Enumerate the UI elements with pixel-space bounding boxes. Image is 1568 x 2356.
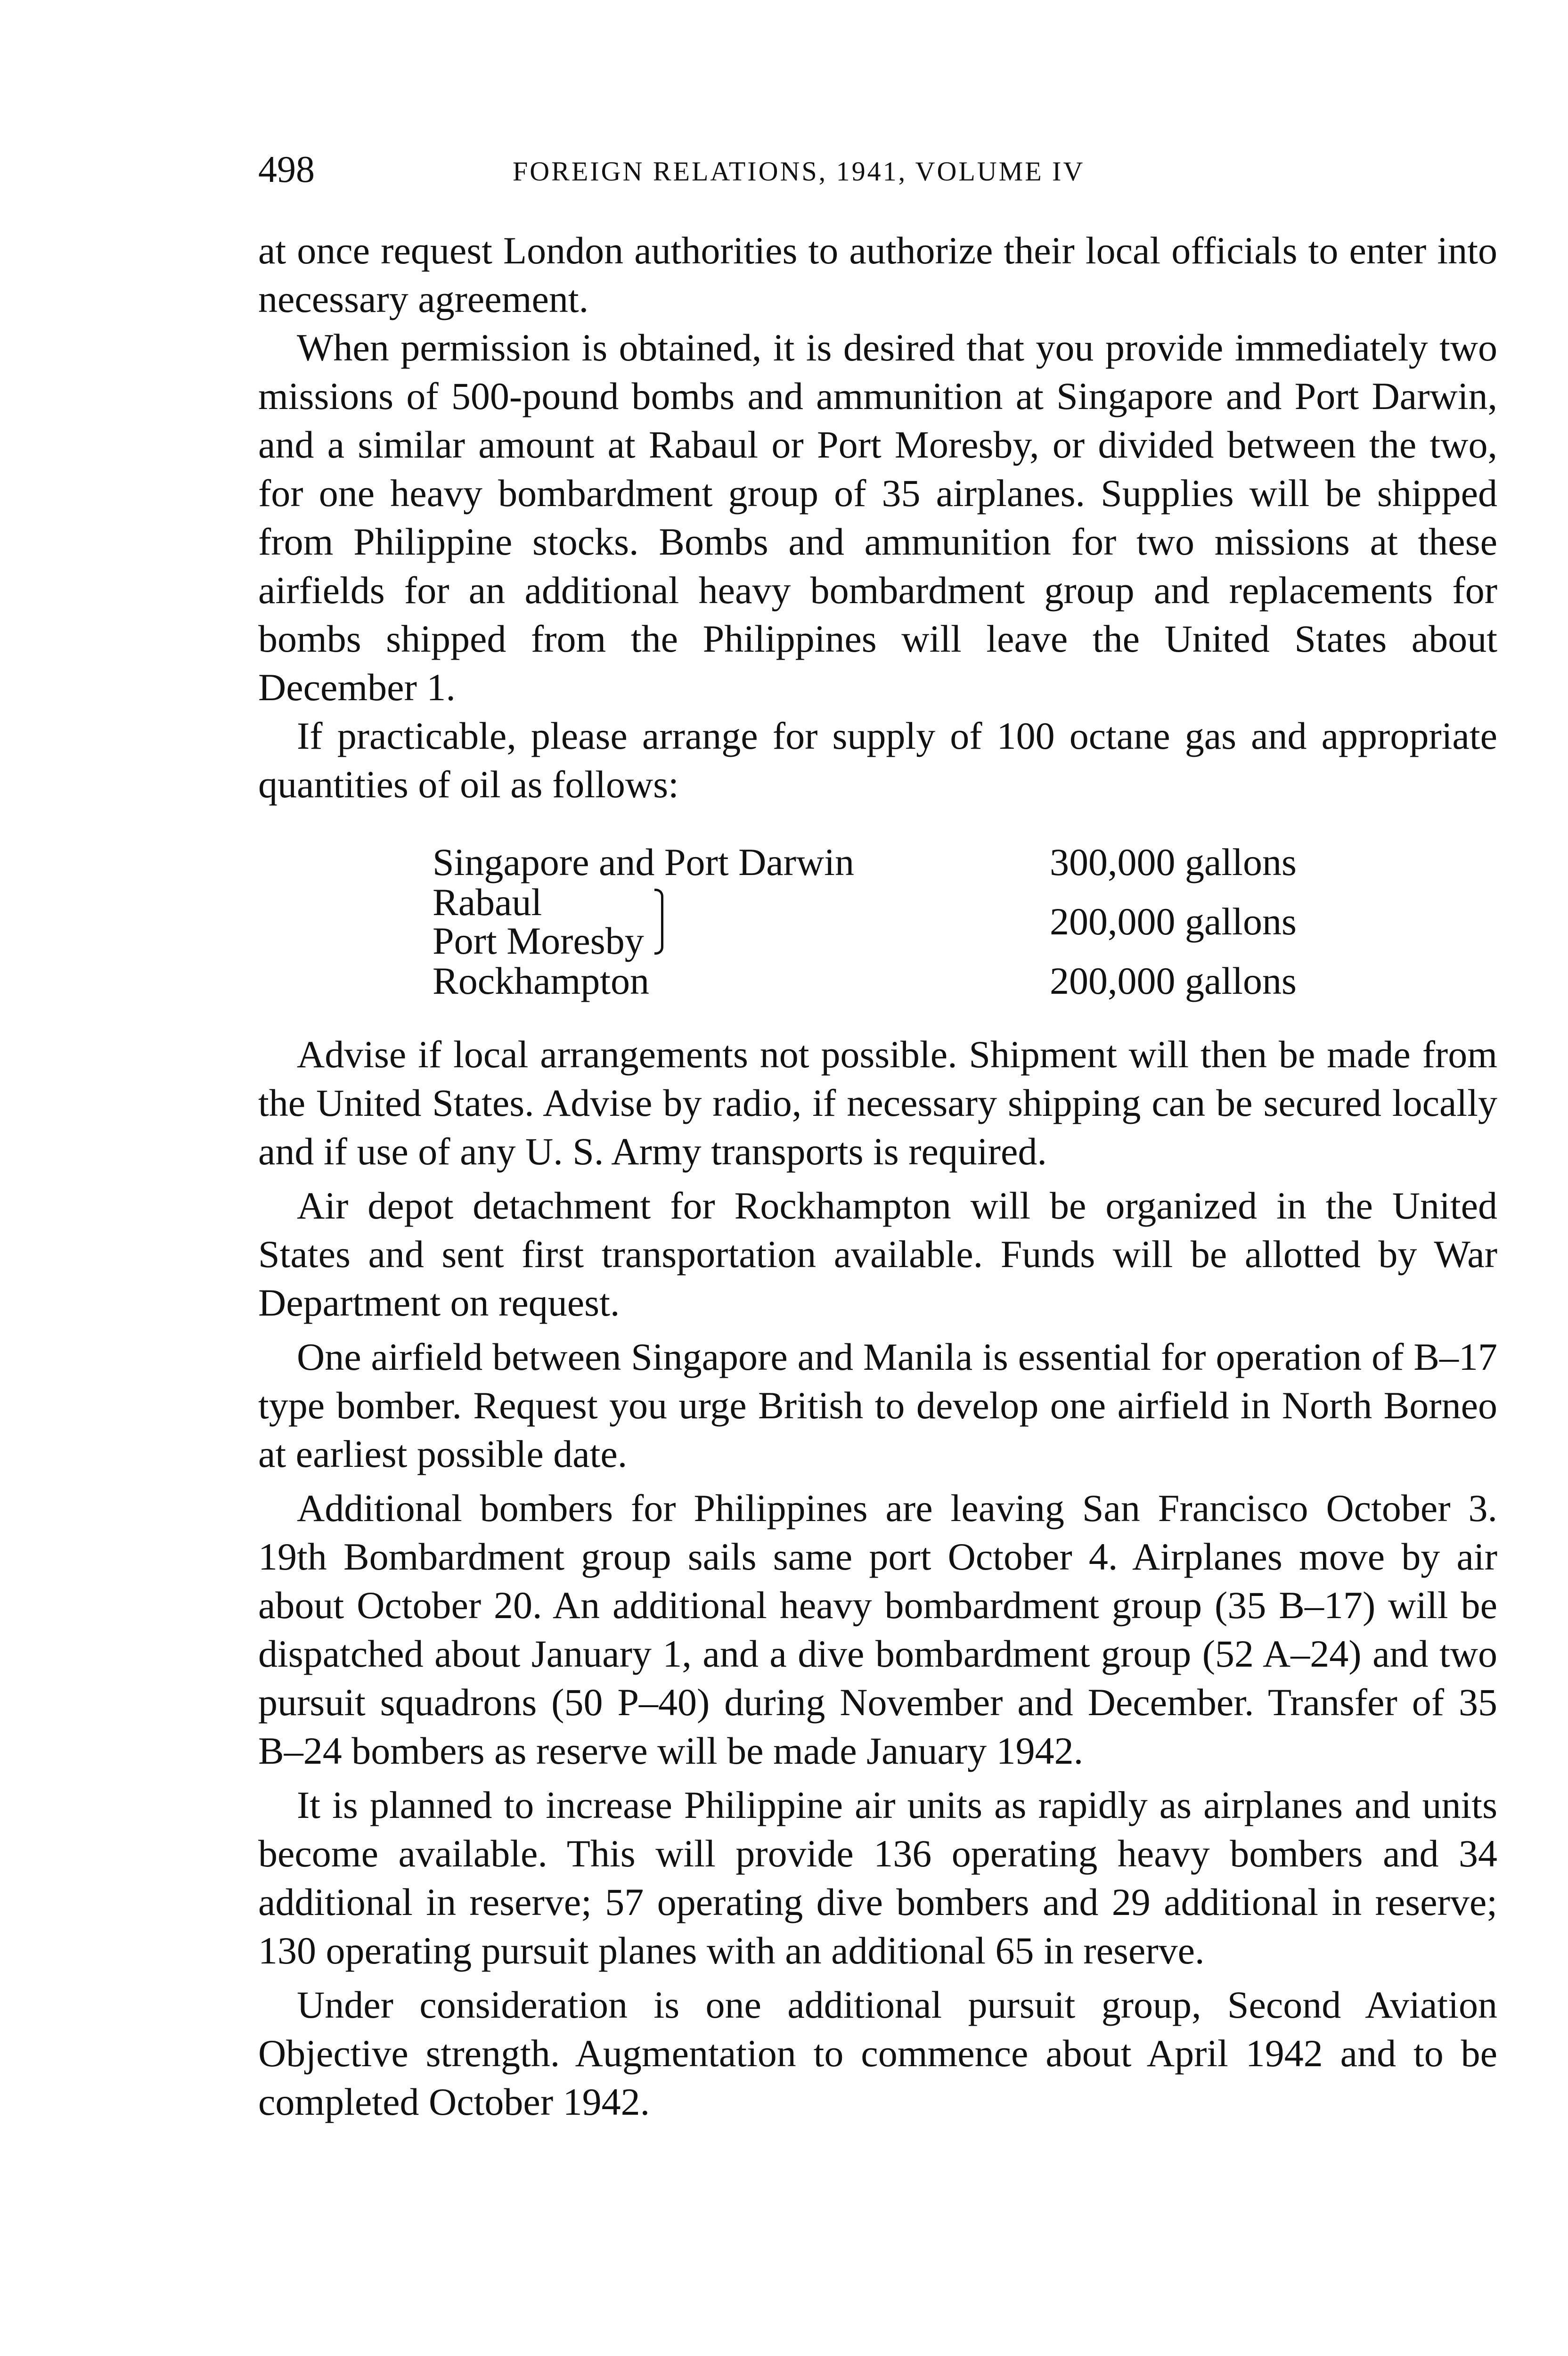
bracketed-names xyxy=(433,883,644,960)
body-text xyxy=(258,226,1497,2126)
paragraph: One airfield between Singapore and Manila is essential for operation of B–17 type bomber. Request you urge British to develop one airfield in North Borneo at earliest possible date. xyxy=(258,1335,1497,1475)
table-row xyxy=(433,842,1422,883)
paragraph: When permission is obtained, it is desired that you provide immediately two missions of 500-pound bombs and ammunition at Singapore and Port Darwin, and a similar amount at Rabaul or Port Moresby, or divided between the two, for one heavy bombardment group of 35 airplanes. Supplies will be shipped from Philippine stocks. Bombs and ammunition for two missions at these airfields for an additional heavy bombardment group and replacements for bombs shipped from the Philippines will leave the United States about December 1. xyxy=(258,326,1497,709)
location-cell: Rockhampton xyxy=(433,959,650,1002)
paragraph: Air depot detachment for Rockhampton will be organized in the United States and sent first transportation available. Funds will be allotted by War Department on request. xyxy=(258,1184,1497,1324)
page-number: 498 xyxy=(258,149,315,190)
brace-mark xyxy=(654,889,663,955)
table-row xyxy=(433,883,1422,960)
location-name: Rabaul xyxy=(433,881,542,924)
paragraph: Advise if local arrangements not possible. Shipment will then be made from the United States. Advise by radio, if necessary shipping can be secured locally and if use of any U. S. Army transports is required. xyxy=(258,1033,1497,1173)
location-name: Port Moresby xyxy=(433,919,644,962)
paragraph-continued: at once request London authorities to authorize their local officials to enter into necessary agreement. xyxy=(258,229,1497,320)
paragraph: Under consideration is one additional pursuit group, Second Aviation Objective strength. Augmentation to commence about April 1942 and to be completed October 1942. xyxy=(258,1983,1497,2123)
bracketed-locations xyxy=(433,883,1050,960)
amount-cell: 200,000 gallons xyxy=(1050,959,1297,1002)
paragraph: If practicable, please arrange for supply of 100 octane gas and appropriate quantities of oil as follows: xyxy=(258,714,1497,806)
paragraph: It is planned to increase Philippine air units as rapidly as airplanes and units become available. This will provide 136 operating heavy bombers and 34 additional in reserve; 57 operating dive bombers and 29 additional in reserve; 130 operating pursuit planes with an additional 65 in reserve. xyxy=(258,1783,1497,1972)
amount-cell: 200,000 gallons xyxy=(1050,900,1297,943)
running-head: FOREIGN RELATIONS, 1941, VOLUME IV xyxy=(513,156,1085,187)
page-header xyxy=(258,146,1511,198)
location-cell xyxy=(433,883,1050,960)
table-row xyxy=(433,960,1422,1002)
paragraph: Additional bombers for Philippines are leaving San Francisco October 3. 19th Bombardment group sails same port October 4. Airplanes move by air about October 20. An additional heavy bombardment group (35 B–17) will be dispatched about January 1, and a dive bombardment group (52 A–24) and two pursuit squadrons (50 P–40) during November and December. Transfer of 35 B–24 bombers as reserve will be made January 1942. xyxy=(258,1487,1497,1772)
amount-cell: 300,000 gallons xyxy=(1050,841,1297,884)
location-cell: Singapore and Port Darwin xyxy=(433,841,854,884)
fuel-supply-table xyxy=(433,842,1422,1002)
